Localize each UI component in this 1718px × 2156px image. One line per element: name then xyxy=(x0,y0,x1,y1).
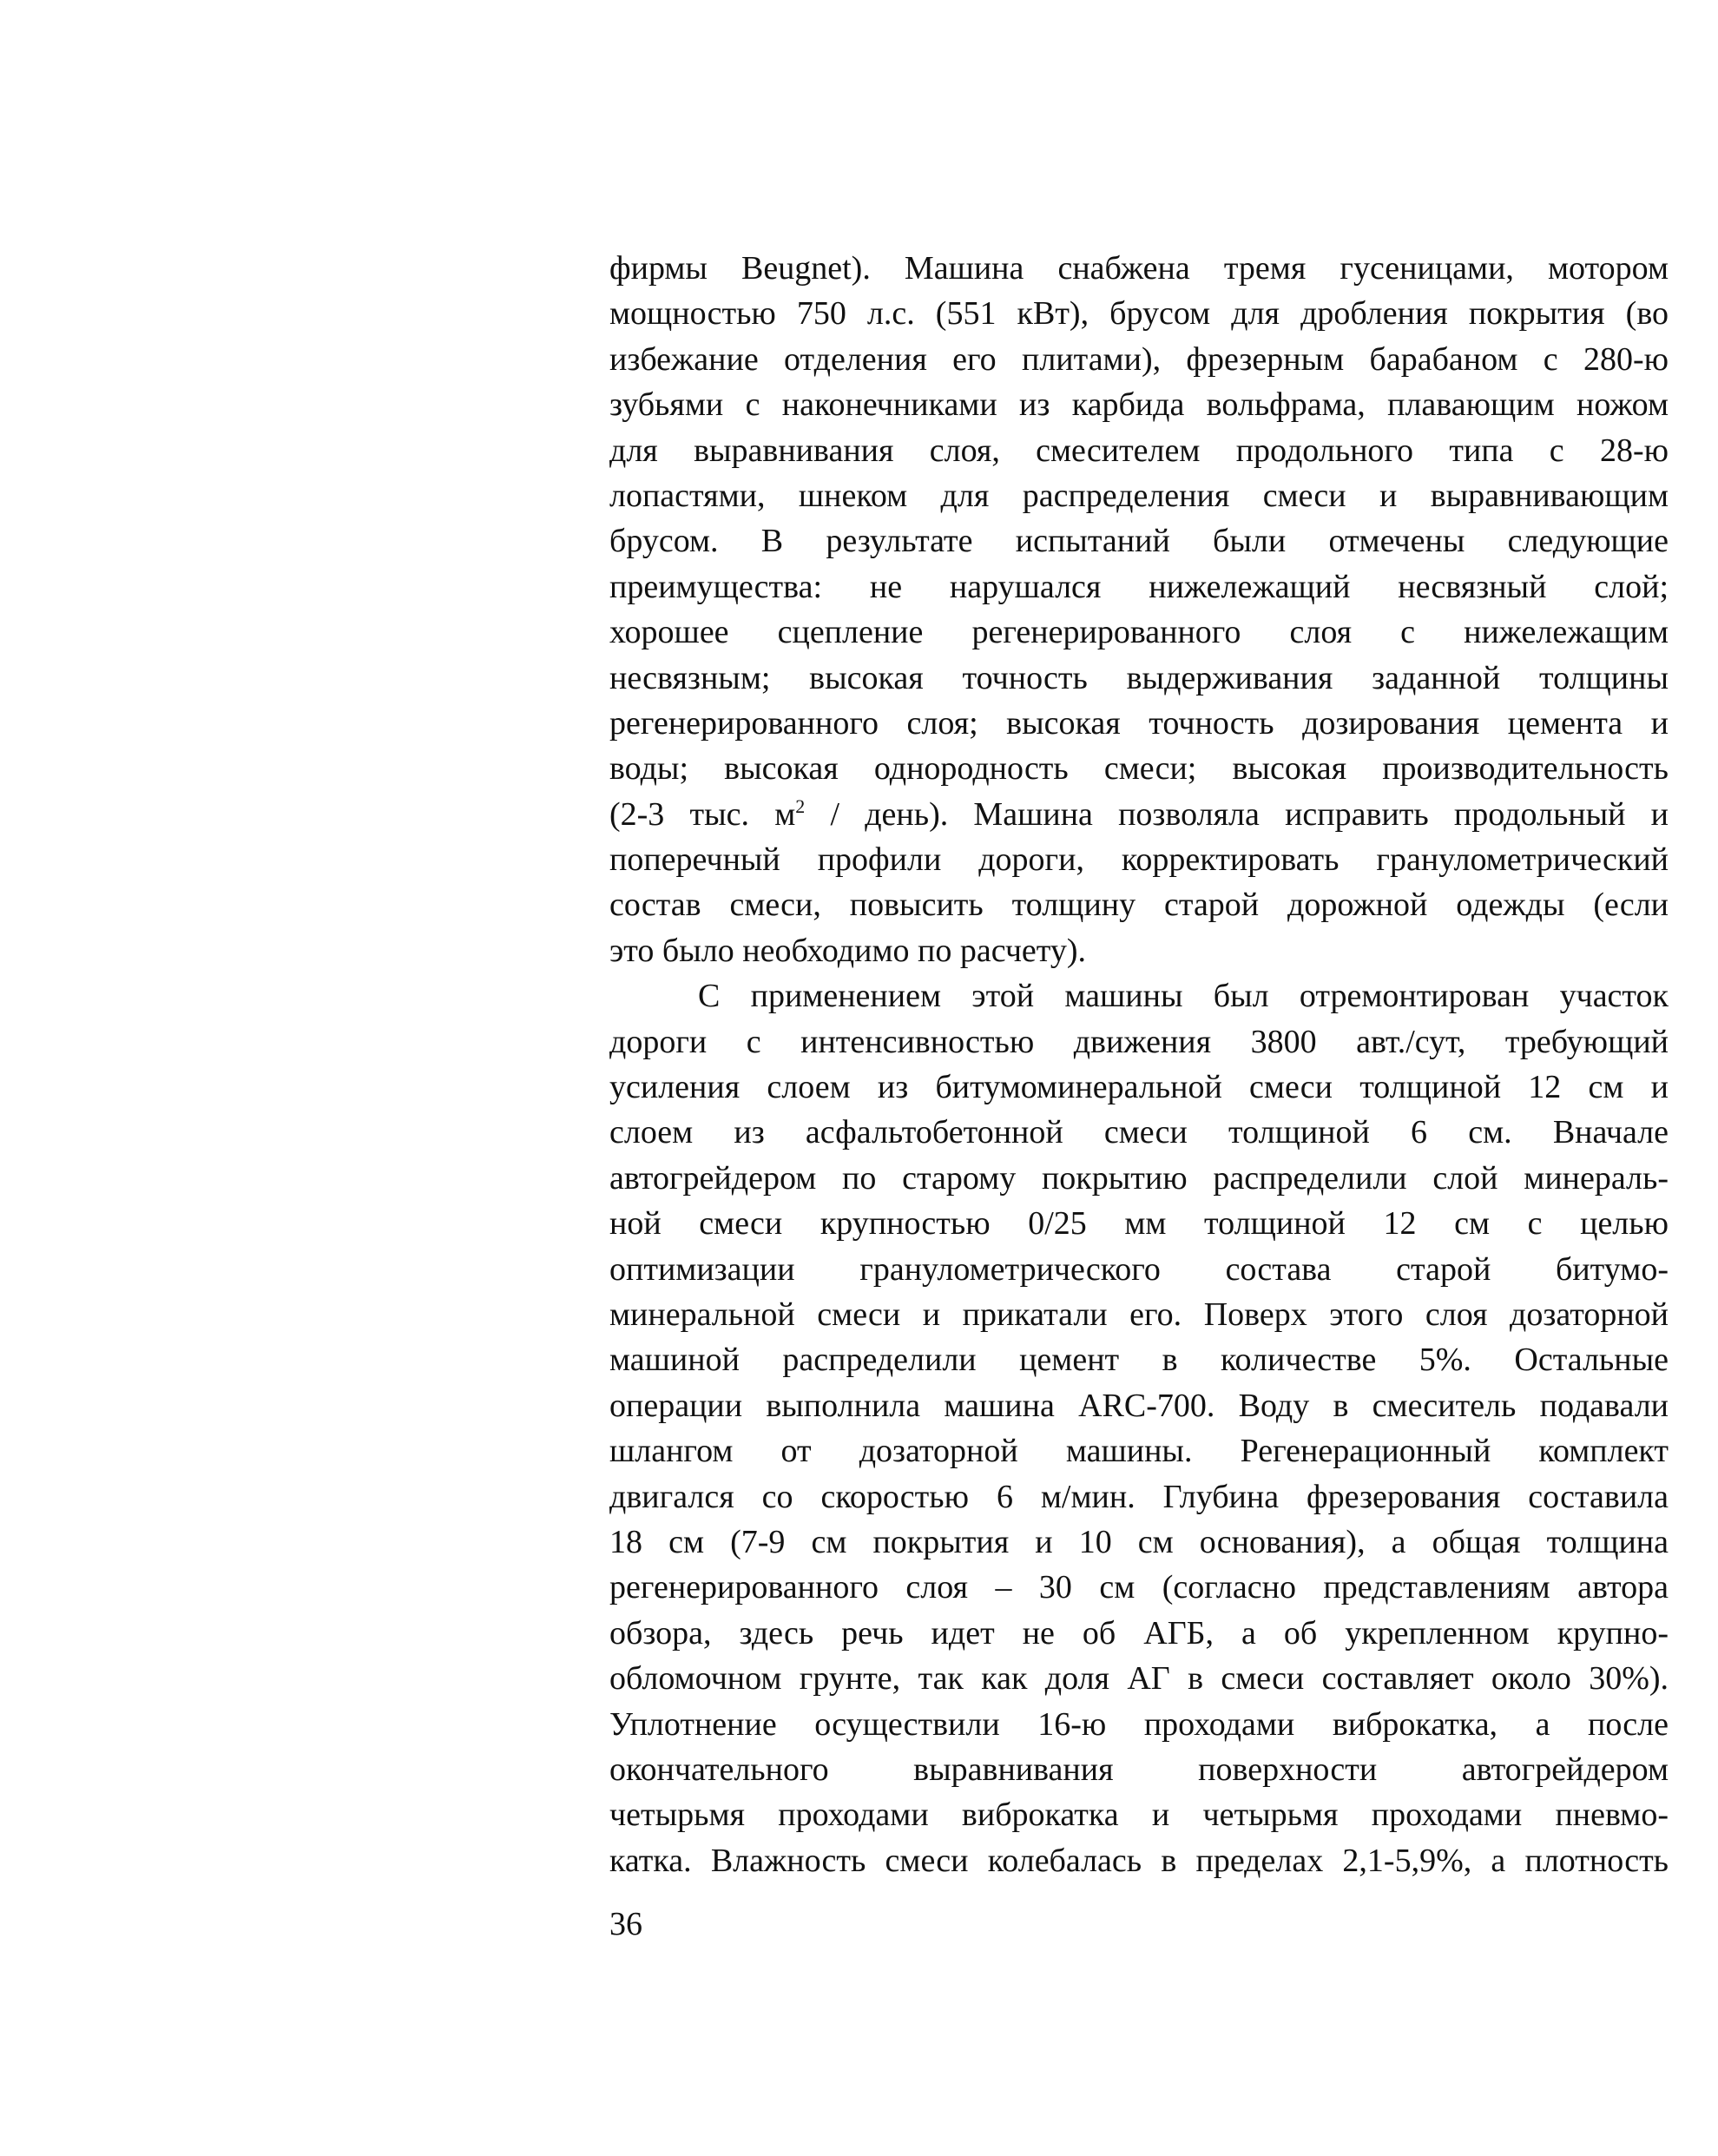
text-line: состав смеси, повысить толщину старой дорожной одежды (если xyxy=(609,887,1669,924)
superscript: 2 xyxy=(795,794,806,817)
text-line: это было необходимо по расчету). xyxy=(609,932,1087,969)
page-number: 36 xyxy=(609,1906,642,1942)
text-line: С применением этой машины был отремонтирован участок xyxy=(698,978,1669,1015)
text-line: шлангом от дозаторной машины. Регенерационный комплект xyxy=(609,1433,1669,1470)
text-line: двигался со скоростью 6 м/мин. Глубина фрезерования составила xyxy=(609,1478,1669,1515)
paragraph-1 xyxy=(609,246,1669,973)
text-line: обломочном грунте, так как доля АГ в смеси составляет около 30%). xyxy=(609,1660,1669,1698)
text-line: регенерированного слоя; высокая точность дозирования цемента и xyxy=(609,704,1669,742)
text-segment: (2-3 тыс. м xyxy=(609,795,796,833)
text-line: зубьями с наконечниками из карбида вольфрама, плавающим ножом xyxy=(609,386,1669,424)
text-line: ной смеси крупностью 0/25 мм толщиной 12 см с целью xyxy=(609,1205,1669,1243)
text-line: фирмы Beugnet). Машина снабжена тремя гусеницами, мотором xyxy=(609,250,1669,287)
text-line xyxy=(609,792,1669,837)
text-line: мощностью 750 л.с. (551 кВт), брусом для дробления покрытия (во xyxy=(609,295,1669,333)
text-line: 18 см (7-9 см покрытия и 10 см основания), а общая толщина xyxy=(609,1523,1669,1560)
text-line: машиной распределили цемент в количестве 5%. Остальные xyxy=(609,1342,1669,1379)
text-line: минеральной смеси и прикатали его. Поверх этого слоя дозаторной xyxy=(609,1296,1669,1333)
text-line: Уплотнение осуществили 16-ю проходами виброкатка, а после xyxy=(609,1705,1669,1743)
text-line: окончательного выравнивания поверхности автогрейдером xyxy=(609,1751,1669,1788)
text-line: регенерированного слоя – 30 см (согласно представлениям автора xyxy=(609,1569,1669,1606)
text-line: дороги с интенсивностью движения 3800 авт./сут, требующий xyxy=(609,1023,1669,1060)
text-line: катка. Влажность смеси колебалась в пределах 2,1-5,9%, а плотность xyxy=(609,1842,1669,1879)
text-line: четырьмя проходами виброкатка и четырьмя проходами пневмо- xyxy=(609,1797,1669,1834)
text-line: оптимизации гранулометрического состава старой битумо- xyxy=(609,1250,1669,1288)
text-line: несвязным; высокая точность выдерживания заданной толщины xyxy=(609,659,1669,696)
text-line: слоем из асфальтобетонной смеси толщиной 6 см. Вначале xyxy=(609,1114,1669,1151)
text-line: брусом. В результате испытаний были отмечены следующие xyxy=(609,523,1669,560)
text-line: обзора, здесь речь идет не об АГБ, а об укрепленном крупно- xyxy=(609,1614,1669,1652)
text-line: лопастями, шнеком для распределения смеси и выравнивающим xyxy=(609,477,1669,514)
text-column xyxy=(609,246,1669,1883)
text-line: поперечный профили дороги, корректировать гранулометрический xyxy=(609,841,1669,879)
text-line: для выравнивания слоя, смесителем продольного типа с 28-ю xyxy=(609,432,1669,469)
text-line: операции выполнила машина ARC-700. Воду в смеситель подавали xyxy=(609,1387,1669,1424)
text-line: воды; высокая однородность смеси; высокая производительность xyxy=(609,750,1669,788)
text-line: хорошее сцепление регенерированного слоя с нижележащим xyxy=(609,614,1669,651)
text-line: преимущества: не нарушался нижележащий несвязный слой; xyxy=(609,568,1669,605)
text-line: автогрейдером по старому покрытию распределили слой минераль- xyxy=(609,1159,1669,1197)
text-line: усиления слоем из битумоминеральной смеси толщиной 12 см и xyxy=(609,1069,1669,1106)
paragraph-2 xyxy=(609,973,1669,1883)
text-line: избежание отделения его плитами), фрезерным барабаном с 280-ю xyxy=(609,340,1669,378)
text-segment: / день). Машина позволяла исправить продольный и xyxy=(805,795,1669,833)
